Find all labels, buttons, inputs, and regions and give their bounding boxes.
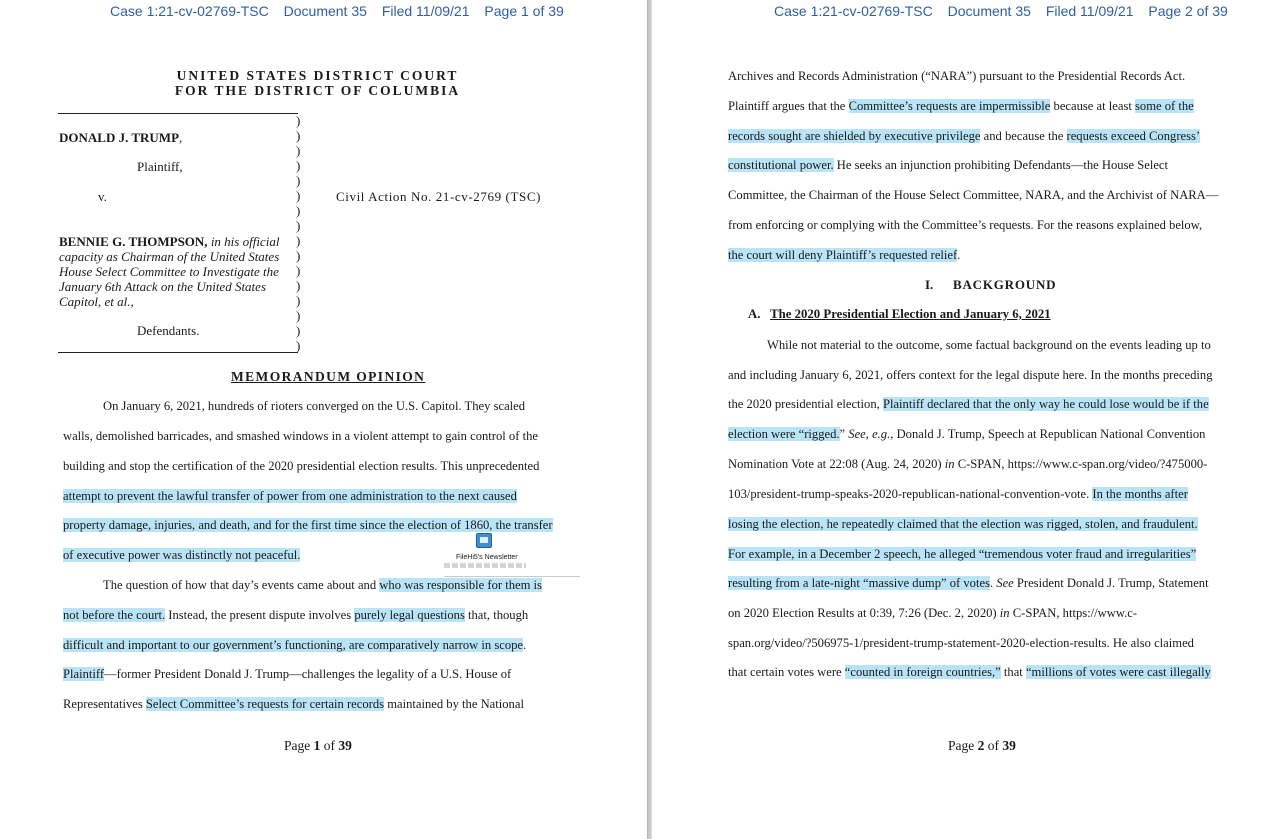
body-line: that certain votes were “counted in foreign countries,” that “millions of votes were cast illegally <box>728 665 1211 679</box>
body-line: Plaintiff—former President Donald J. Trump—challenges the legality of a U.S. House of <box>63 667 512 681</box>
body-line: building and stop the certification of the 2020 presidential election results. This unprecedented <box>63 459 540 473</box>
body-line: election were “rigged.” See, e.g., Donald J. Trump, Speech at Republican National Convention <box>728 427 1206 441</box>
caption-bottom-rule <box>58 352 298 353</box>
document-number: Document 35 <box>947 3 1031 19</box>
body-line: constitutional power. He seeks an injunction prohibiting Defendants—the House Select <box>728 158 1168 172</box>
body-line: Representatives Select Committee’s requests for certain records maintained by the National <box>63 697 524 711</box>
body-line: The question of how that day’s events came about and who was responsible for them is <box>103 578 542 592</box>
body-line: Nomination Vote at 22:08 (Aug. 24, 2020) in C-SPAN, https://www.c-span.org/video/?475000- <box>728 457 1208 471</box>
body-line: Committee, the Chairman of the House Select Committee, NARA, and the Archivist of NARA— <box>728 188 1219 202</box>
page-footer-2: Page 2 of 39 <box>948 738 1016 753</box>
case-number: Case 1:21-cv-02769-TSC <box>110 3 269 19</box>
body-line: not before the court. Instead, the present dispute involves purely legal questions that, though <box>63 608 529 622</box>
section-title: BACKGROUND <box>953 277 1057 292</box>
page-number: Page 1 of 39 <box>484 3 564 19</box>
memorandum-opinion-title: MEMORANDUM OPINION <box>231 369 426 384</box>
body-line: attempt to prevent the lawful transfer of power from one administration to the next caused <box>63 489 517 503</box>
body-line: difficult and important to our government’s functioning, are comparatively narrow in scope. <box>63 638 527 652</box>
body-line: from enforcing or complying with the Committee’s requests. For the reasons explained below, <box>728 218 1203 232</box>
body-line: on 2020 Election Results at 0:39, 7:26 (Dec. 2, 2020) in C-SPAN, https://www.c- <box>728 606 1138 620</box>
section-number: I. <box>925 277 934 292</box>
monitor-icon <box>476 533 492 548</box>
body-line: and including January 6, 2021, offers context for the legal dispute here. In the months preceding <box>728 368 1213 382</box>
body-line: 103/president-trump-speaks-2020-republican-national-convention-vote. In the months after <box>728 487 1188 501</box>
body-line: Plaintiff argues that the Committee’s requests are impermissible because at least some of the <box>728 99 1194 113</box>
filed-date: Filed 11/09/21 <box>1045 3 1134 19</box>
body-line: For example, in a December 2 speech, he alleged “tremendous voter fraud and irregularities” <box>728 547 1197 561</box>
newsletter-tagline <box>444 563 526 568</box>
page-number: Page 2 of 39 <box>1148 3 1228 19</box>
defendant-caption: BENNIE G. THOMPSON, in his official capacity as Chairman of the United States House Select Committee to Investigate the January 6th Attack on the United States Capitol, et al., <box>59 234 280 309</box>
body-line: the 2020 presidential election, Plaintiff declared that the only way he could lose would be if the <box>728 397 1209 411</box>
ecf-header-page-2 <box>774 3 1228 19</box>
newsletter-watermark <box>444 533 580 578</box>
newsletter-title: FileHi5's Newsletter <box>456 554 518 561</box>
body-line: resulting from a late-night “massive dump” of votes. See President Donald J. Trump, Statement <box>728 576 1209 590</box>
ecf-header-page-1 <box>110 3 564 19</box>
subsection-heading: A. The 2020 Presidential Election and January 6, 2021 <box>748 307 1051 321</box>
plaintiff-name: DONALD J. TRUMP, <box>59 130 183 145</box>
body-line: Archives and Records Administration (“NARA”) pursuant to the Presidential Records Act. <box>728 69 1186 83</box>
civil-action-number: Civil Action No. 21-cv-2769 (TSC) <box>336 189 542 204</box>
document-number: Document 35 <box>283 3 367 19</box>
body-line: the court will deny Plaintiff’s requested relief. <box>728 248 961 262</box>
court-name: UNITED STATES DISTRICT COURT FOR THE DISTRICT OF COLUMBIA <box>174 68 461 98</box>
plaintiff-role: Plaintiff, <box>137 159 183 174</box>
document-page-2 <box>652 0 1280 839</box>
body-line: of executive power was distinctly not peaceful. <box>63 548 301 562</box>
body-line: losing the election, he repeatedly claimed that the election was rigged, stolen, and fraudulent. <box>728 517 1198 531</box>
body-line: While not material to the outcome, some factual background on the events leading up to <box>767 338 1211 352</box>
filed-date: Filed 11/09/21 <box>381 3 470 19</box>
defendant-role: Defendants. <box>137 323 200 338</box>
body-line: property damage, injuries, and death, and for the first time since the election of 1860, the transfer <box>63 518 553 532</box>
case-number: Case 1:21-cv-02769-TSC <box>774 3 933 19</box>
body-line: span.org/video/?506975-1/president-trump-statement-2020-election-results. He also claimed <box>728 636 1194 650</box>
body-line: records sought are shielded by executive privilege and because the requests exceed Congress’ <box>728 129 1201 143</box>
caption-parentheses: ) ) ) ) ) ) ) ) ) ) ) ) ) ) ) ) <box>296 113 301 353</box>
caption-top-rule <box>58 113 298 114</box>
body-line: walls, demolished barricades, and smashed windows in a violent attempt to gain control of the <box>63 429 538 443</box>
newsletter-rule <box>444 576 580 577</box>
body-line: On January 6, 2021, hundreds of rioters converged on the U.S. Capitol. They scaled <box>103 399 526 413</box>
versus: v. <box>98 189 107 204</box>
page-footer-1: Page 1 of 39 <box>284 738 352 753</box>
